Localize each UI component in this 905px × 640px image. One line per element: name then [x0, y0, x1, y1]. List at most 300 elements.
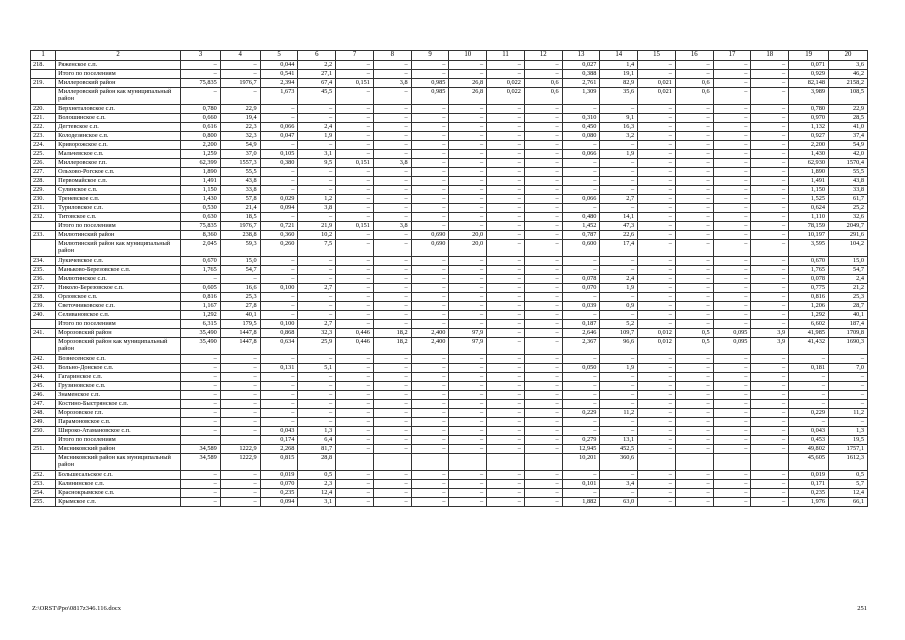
value-cell: –: [751, 61, 789, 70]
value-cell: –: [751, 195, 789, 204]
value-cell: 26,8: [449, 79, 487, 88]
value-cell: 0,021: [638, 88, 676, 105]
value-cell: –: [220, 409, 260, 418]
table-row: [31, 480, 868, 489]
value-cell: –: [180, 400, 220, 409]
row-number-cell: [31, 454, 56, 471]
value-cell: 0,151: [336, 222, 374, 231]
value-cell: –: [600, 382, 638, 391]
value-cell: –: [675, 320, 713, 329]
value-cell: –: [487, 418, 525, 427]
value-cell: 0,235: [260, 489, 298, 498]
value-cell: 1,430: [789, 150, 829, 159]
value-cell: 15,0: [220, 257, 260, 266]
value-cell: –: [751, 302, 789, 311]
value-cell: –: [524, 338, 562, 355]
value-cell: 0,066: [562, 150, 600, 159]
value-cell: –: [713, 88, 751, 105]
value-cell: –: [487, 445, 525, 454]
value-cell: –: [487, 123, 525, 132]
value-cell: –: [675, 364, 713, 373]
value-cell: 360,6: [600, 454, 638, 471]
footer-page-number: 251: [857, 605, 867, 612]
value-cell: –: [638, 114, 676, 123]
value-cell: 187,4: [829, 320, 868, 329]
value-cell: –: [298, 409, 336, 418]
value-cell: 55,5: [829, 168, 868, 177]
value-cell: 1757,1: [829, 445, 868, 454]
value-cell: 0,5: [675, 338, 713, 355]
value-cell: –: [675, 436, 713, 445]
value-cell: –: [336, 364, 374, 373]
value-cell: –: [487, 168, 525, 177]
value-cell: –: [411, 391, 449, 400]
value-cell: –: [524, 382, 562, 391]
value-cell: –: [675, 141, 713, 150]
table-row: [31, 338, 868, 355]
value-cell: 0,095: [713, 329, 751, 338]
value-cell: –: [336, 61, 374, 70]
column-header: 20: [829, 51, 868, 61]
value-cell: –: [487, 382, 525, 391]
value-cell: 3,9: [751, 329, 789, 338]
value-cell: –: [751, 275, 789, 284]
value-cell: 238,8: [220, 231, 260, 240]
value-cell: –: [751, 373, 789, 382]
row-number-cell: 218.: [31, 61, 56, 70]
value-cell: –: [373, 213, 411, 222]
value-cell: –: [713, 186, 751, 195]
value-cell: 0,9: [600, 302, 638, 311]
value-cell: –: [713, 320, 751, 329]
value-cell: –: [562, 257, 600, 266]
value-cell: [751, 454, 789, 471]
value-cell: 3,1: [298, 150, 336, 159]
value-cell: 0,043: [789, 427, 829, 436]
value-cell: –: [638, 489, 676, 498]
value-cell: –: [449, 213, 487, 222]
value-cell: –: [675, 204, 713, 213]
value-cell: 1,292: [180, 311, 220, 320]
value-cell: –: [487, 480, 525, 489]
row-number-cell: 219.: [31, 79, 56, 88]
value-cell: –: [373, 320, 411, 329]
table-row: [31, 329, 868, 338]
value-cell: –: [638, 222, 676, 231]
value-cell: 97,9: [449, 329, 487, 338]
value-cell: –: [449, 61, 487, 70]
value-cell: –: [524, 284, 562, 293]
value-cell: 0,047: [260, 132, 298, 141]
value-cell: [336, 454, 374, 471]
value-cell: –: [180, 391, 220, 400]
value-cell: –: [260, 355, 298, 364]
value-cell: 1,3: [829, 427, 868, 436]
value-cell: 59,3: [220, 240, 260, 257]
value-cell: –: [487, 195, 525, 204]
value-cell: –: [487, 293, 525, 302]
value-cell: 0,229: [789, 409, 829, 418]
value-cell: –: [562, 159, 600, 168]
value-cell: 11,2: [829, 409, 868, 418]
value-cell: 63,0: [600, 498, 638, 507]
value-cell: –: [600, 266, 638, 275]
value-cell: –: [638, 266, 676, 275]
column-header: 12: [524, 51, 562, 61]
value-cell: –: [180, 498, 220, 507]
value-cell: [524, 454, 562, 471]
value-cell: –: [487, 61, 525, 70]
table-row: [31, 355, 868, 364]
value-cell: –: [713, 445, 751, 454]
value-cell: –: [600, 293, 638, 302]
value-cell: –: [449, 427, 487, 436]
value-cell: –: [180, 489, 220, 498]
row-number-cell: 254.: [31, 489, 56, 498]
value-cell: –: [751, 382, 789, 391]
value-cell: –: [829, 391, 868, 400]
value-cell: –: [336, 320, 374, 329]
value-cell: –: [675, 231, 713, 240]
value-cell: 1,167: [180, 302, 220, 311]
table-row: [31, 222, 868, 231]
row-number-cell: 246.: [31, 391, 56, 400]
value-cell: –: [675, 257, 713, 266]
value-cell: –: [638, 284, 676, 293]
value-cell: 33,8: [220, 186, 260, 195]
row-name-cell: Морозовское г.п.: [56, 409, 181, 418]
value-cell: 1,132: [789, 123, 829, 132]
value-cell: 0,260: [260, 240, 298, 257]
value-cell: –: [449, 195, 487, 204]
value-cell: 8,360: [180, 231, 220, 240]
value-cell: 0,101: [562, 480, 600, 489]
value-cell: –: [524, 436, 562, 445]
value-cell: –: [220, 400, 260, 409]
value-cell: –: [600, 141, 638, 150]
value-cell: –: [638, 302, 676, 311]
value-cell: –: [562, 382, 600, 391]
column-header: 3: [180, 51, 220, 61]
value-cell: –: [487, 471, 525, 480]
value-cell: 6,4: [298, 436, 336, 445]
value-cell: –: [751, 293, 789, 302]
value-cell: –: [411, 409, 449, 418]
value-cell: –: [487, 231, 525, 240]
value-cell: 2,394: [260, 79, 298, 88]
value-cell: –: [260, 409, 298, 418]
value-cell: –: [373, 240, 411, 257]
value-cell: 28,8: [298, 454, 336, 471]
value-cell: –: [373, 284, 411, 293]
value-cell: –: [524, 168, 562, 177]
value-cell: 25,2: [829, 204, 868, 213]
value-cell: –: [298, 355, 336, 364]
value-cell: –: [487, 141, 525, 150]
value-cell: –: [751, 222, 789, 231]
value-cell: –: [411, 150, 449, 159]
value-cell: –: [713, 204, 751, 213]
value-cell: –: [600, 391, 638, 400]
value-cell: –: [449, 177, 487, 186]
value-cell: –: [638, 105, 676, 114]
value-cell: –: [373, 364, 411, 373]
value-cell: 2,2: [298, 61, 336, 70]
value-cell: 14,1: [600, 213, 638, 222]
value-cell: 0,151: [336, 79, 374, 88]
value-cell: –: [449, 311, 487, 320]
value-cell: –: [373, 355, 411, 364]
value-cell: 20,0: [449, 231, 487, 240]
value-cell: –: [487, 105, 525, 114]
value-cell: [449, 454, 487, 471]
value-cell: 21,9: [298, 222, 336, 231]
value-cell: –: [713, 150, 751, 159]
value-cell: –: [449, 186, 487, 195]
value-cell: [675, 454, 713, 471]
value-cell: –: [524, 320, 562, 329]
value-cell: –: [411, 284, 449, 293]
table-row: [31, 293, 868, 302]
value-cell: 27,1: [298, 70, 336, 79]
value-cell: –: [411, 275, 449, 284]
value-cell: –: [638, 471, 676, 480]
value-cell: –: [411, 159, 449, 168]
value-cell: –: [829, 355, 868, 364]
value-cell: 0,012: [638, 329, 676, 338]
value-cell: –: [675, 302, 713, 311]
value-cell: –: [373, 195, 411, 204]
value-cell: 42,0: [829, 150, 868, 159]
value-cell: –: [298, 391, 336, 400]
table-row: [31, 177, 868, 186]
value-cell: –: [373, 498, 411, 507]
table-row: [31, 427, 868, 436]
value-cell: –: [180, 61, 220, 70]
value-cell: –: [373, 88, 411, 105]
value-cell: 0,229: [562, 409, 600, 418]
value-cell: 66,1: [829, 498, 868, 507]
value-cell: –: [220, 471, 260, 480]
table-row: [31, 195, 868, 204]
value-cell: –: [562, 400, 600, 409]
row-name-cell: Широко-Атамановское с.п.: [56, 427, 181, 436]
value-cell: –: [751, 231, 789, 240]
value-cell: –: [524, 222, 562, 231]
value-cell: –: [751, 311, 789, 320]
value-cell: –: [411, 61, 449, 70]
value-cell: –: [675, 186, 713, 195]
value-cell: –: [220, 489, 260, 498]
value-cell: –: [336, 186, 374, 195]
value-cell: –: [449, 409, 487, 418]
value-cell: 0,019: [789, 471, 829, 480]
value-cell: –: [220, 373, 260, 382]
value-cell: –: [675, 293, 713, 302]
value-cell: –: [713, 311, 751, 320]
value-cell: –: [260, 266, 298, 275]
row-number-cell: 224.: [31, 141, 56, 150]
value-cell: 61,7: [829, 195, 868, 204]
value-cell: –: [638, 204, 676, 213]
row-number-cell: 226.: [31, 159, 56, 168]
table-row: [31, 70, 868, 79]
value-cell: 0,078: [789, 275, 829, 284]
row-name-cell: Калининское с.п.: [56, 480, 181, 489]
table-row: [31, 132, 868, 141]
value-cell: 1,4: [600, 61, 638, 70]
value-cell: [180, 436, 220, 445]
value-cell: –: [638, 159, 676, 168]
value-cell: –: [600, 168, 638, 177]
value-cell: 0,310: [562, 114, 600, 123]
value-cell: –: [298, 400, 336, 409]
value-cell: –: [487, 355, 525, 364]
value-cell: –: [336, 114, 374, 123]
value-cell: –: [298, 311, 336, 320]
row-name-cell: Краснокрымское с.п.: [56, 489, 181, 498]
value-cell: –: [220, 275, 260, 284]
value-cell: –: [487, 498, 525, 507]
column-header: 2: [56, 51, 181, 61]
table-row: [31, 61, 868, 70]
value-cell: 1,491: [180, 177, 220, 186]
value-cell: –: [562, 427, 600, 436]
row-name-cell: Милютинское с.п.: [56, 275, 181, 284]
value-cell: –: [600, 355, 638, 364]
value-cell: 0,100: [260, 320, 298, 329]
row-number-cell: 240.: [31, 311, 56, 320]
value-cell: –: [600, 427, 638, 436]
value-cell: 12,4: [829, 489, 868, 498]
value-cell: –: [713, 293, 751, 302]
value-cell: –: [336, 489, 374, 498]
row-name-cell: Миллеровский район: [56, 79, 181, 88]
value-cell: –: [751, 409, 789, 418]
row-name-cell: Ольхово-Рогское с.п.: [56, 168, 181, 177]
value-cell: 0,690: [411, 240, 449, 257]
value-cell: –: [562, 177, 600, 186]
column-header: 11: [487, 51, 525, 61]
row-name-cell: Колодезянское с.п.: [56, 132, 181, 141]
value-cell: –: [751, 70, 789, 79]
value-cell: 1,890: [180, 168, 220, 177]
value-cell: –: [487, 222, 525, 231]
value-cell: 3,4: [600, 480, 638, 489]
column-header: 15: [638, 51, 676, 61]
value-cell: –: [524, 213, 562, 222]
value-cell: –: [260, 186, 298, 195]
value-cell: 22,9: [220, 105, 260, 114]
value-cell: –: [829, 382, 868, 391]
value-cell: –: [336, 409, 374, 418]
value-cell: –: [789, 418, 829, 427]
value-cell: –: [829, 373, 868, 382]
value-cell: –: [524, 445, 562, 454]
value-cell: –: [524, 150, 562, 159]
value-cell: –: [487, 436, 525, 445]
value-cell: –: [260, 418, 298, 427]
value-cell: –: [220, 70, 260, 79]
value-cell: –: [449, 141, 487, 150]
table-row: [31, 320, 868, 329]
row-name-cell: Миллеровский район как муниципальный район: [56, 88, 181, 105]
table-row: [31, 150, 868, 159]
column-header: 5: [260, 51, 298, 61]
value-cell: 0,816: [789, 293, 829, 302]
value-cell: 2,045: [180, 240, 220, 257]
row-number-cell: [31, 70, 56, 79]
value-cell: 19,5: [829, 436, 868, 445]
value-cell: –: [336, 445, 374, 454]
value-cell: 81,7: [298, 445, 336, 454]
value-cell: [220, 436, 260, 445]
value-cell: 0,022: [487, 88, 525, 105]
table-row: [31, 311, 868, 320]
value-cell: –: [449, 489, 487, 498]
value-cell: 0,530: [180, 204, 220, 213]
value-cell: –: [411, 436, 449, 445]
value-cell: 41,432: [789, 338, 829, 355]
value-cell: 0,039: [562, 302, 600, 311]
value-cell: –: [336, 168, 374, 177]
row-name-cell: Ряженское с.п.: [56, 61, 181, 70]
value-cell: 62,399: [180, 159, 220, 168]
value-cell: –: [713, 427, 751, 436]
value-cell: –: [487, 427, 525, 436]
row-number-cell: 248.: [31, 409, 56, 418]
value-cell: –: [298, 257, 336, 266]
value-cell: –: [487, 373, 525, 382]
value-cell: –: [411, 141, 449, 150]
row-name-cell: Грузиновское с.п.: [56, 382, 181, 391]
value-cell: 2,400: [411, 329, 449, 338]
value-cell: –: [713, 159, 751, 168]
table-row: [31, 418, 868, 427]
value-cell: 1,765: [789, 266, 829, 275]
value-cell: –: [713, 400, 751, 409]
value-cell: –: [336, 150, 374, 159]
value-cell: –: [411, 105, 449, 114]
row-name-cell: Итого по поселениям: [56, 70, 181, 79]
value-cell: –: [751, 177, 789, 186]
value-cell: 21,2: [829, 284, 868, 293]
value-cell: –: [411, 400, 449, 409]
value-cell: 15,0: [829, 257, 868, 266]
value-cell: 49,802: [789, 445, 829, 454]
table-row: [31, 186, 868, 195]
value-cell: –: [600, 418, 638, 427]
value-cell: –: [449, 159, 487, 168]
value-cell: 109,7: [600, 329, 638, 338]
row-name-cell: Вольно-Донское с.п.: [56, 364, 181, 373]
row-number-cell: 232.: [31, 213, 56, 222]
value-cell: –: [789, 391, 829, 400]
value-cell: –: [220, 498, 260, 507]
value-cell: –: [411, 427, 449, 436]
value-cell: –: [638, 498, 676, 507]
value-cell: 78,159: [789, 222, 829, 231]
row-number-cell: 250.: [31, 427, 56, 436]
row-name-cell: Милютинский район как муниципальный район: [56, 240, 181, 257]
value-cell: 18,2: [373, 338, 411, 355]
table-row: [31, 471, 868, 480]
value-cell: –: [411, 257, 449, 266]
value-cell: [373, 454, 411, 471]
value-cell: –: [638, 186, 676, 195]
value-cell: –: [638, 177, 676, 186]
value-cell: –: [562, 105, 600, 114]
